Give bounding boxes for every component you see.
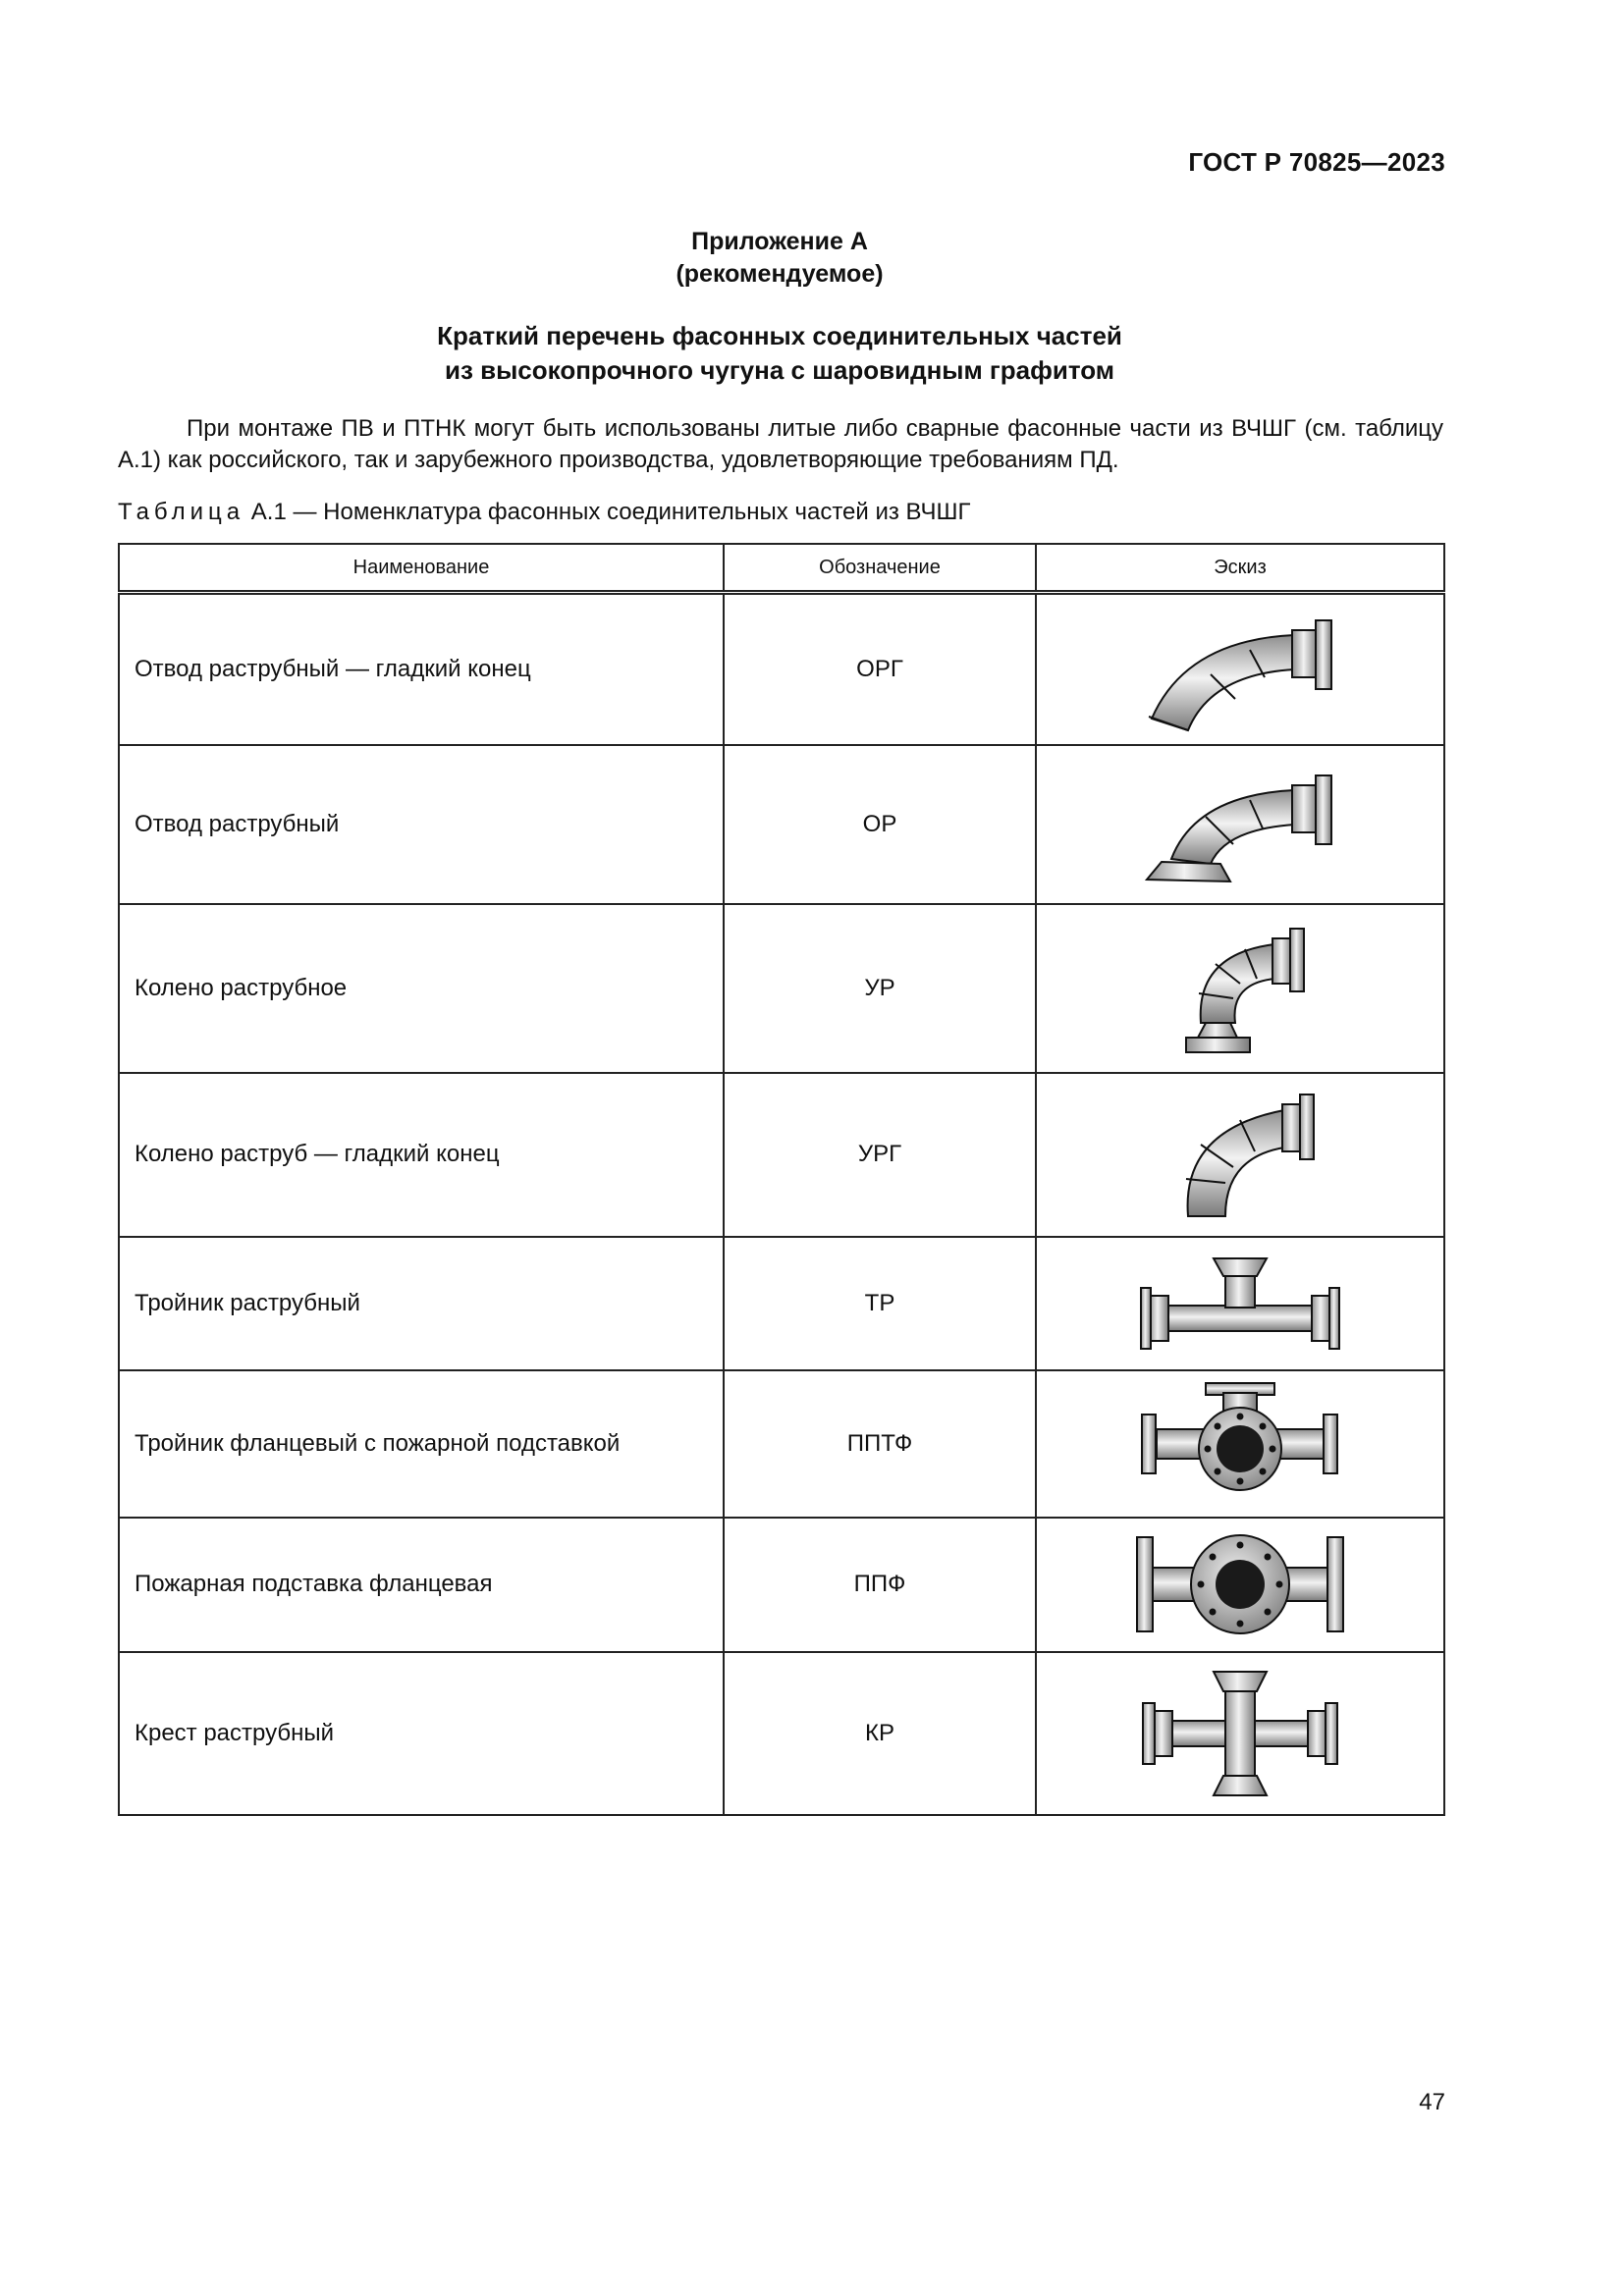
section-title-line-1: Краткий перечень фасонных соединительных частей [437, 321, 1122, 350]
elbow-socket-spigot-icon [1127, 1081, 1353, 1228]
table-row [119, 593, 1444, 745]
header-sketch: Эскиз [1036, 544, 1444, 593]
header-code: Обозначение [724, 544, 1036, 593]
flanged-tee-hydrant-icon [1127, 1375, 1353, 1513]
fitting-sketch [1036, 1073, 1444, 1237]
fittings-table [118, 543, 1445, 1816]
flanged-hydrant-stand-icon [1127, 1523, 1353, 1646]
fitting-sketch [1036, 745, 1444, 904]
fitting-name: Тройник фланцевый с пожарной подставкой [119, 1370, 724, 1518]
table-row [119, 1518, 1444, 1652]
fitting-name: Крест раструбный [119, 1652, 724, 1815]
fitting-code: УРГ [724, 1073, 1036, 1237]
fitting-code: ППФ [724, 1518, 1036, 1652]
fitting-code: ППТФ [724, 1370, 1036, 1518]
fitting-name: Тройник раструбный [119, 1237, 724, 1370]
fitting-sketch [1036, 904, 1444, 1073]
fitting-code: ОРГ [724, 593, 1036, 745]
table-row [119, 1652, 1444, 1815]
table-header-row [119, 544, 1444, 593]
table-row [119, 904, 1444, 1073]
document-code: ГОСТ Р 70825—2023 [1188, 147, 1445, 177]
fitting-name: Колено раструб — гладкий конец [119, 1073, 724, 1237]
section-title-line-2: из высокопрочного чугуна с шаровидным графитом [444, 355, 1115, 385]
table-row [119, 1073, 1444, 1237]
table-caption-label: Таблица [118, 499, 245, 525]
header-name: Наименование [119, 544, 724, 593]
fitting-name: Отвод раструбный — гладкий конец [119, 593, 724, 745]
fitting-sketch [1036, 1518, 1444, 1652]
table-caption-text: А.1 — Номенклатура фасонных соединительных частей из ВЧШГ [250, 499, 971, 525]
fitting-code: ОР [724, 745, 1036, 904]
fitting-sketch [1036, 1237, 1444, 1370]
fitting-sketch [1036, 1370, 1444, 1518]
fitting-code: УР [724, 904, 1036, 1073]
annex-heading [0, 226, 1559, 291]
table-caption [118, 499, 970, 526]
fitting-name: Отвод раструбный [119, 745, 724, 904]
bend-socket-icon [1127, 756, 1353, 893]
annex-status: (рекомендуемое) [676, 260, 884, 288]
table-row [119, 1237, 1444, 1370]
fitting-sketch [1036, 1652, 1444, 1815]
fitting-code: ТР [724, 1237, 1036, 1370]
cross-socket-icon [1127, 1660, 1353, 1807]
bend-socket-spigot-icon [1127, 601, 1353, 738]
table-row [119, 745, 1444, 904]
fitting-name: Колено раструбное [119, 904, 724, 1073]
elbow-socket-icon [1127, 915, 1353, 1062]
section-heading [0, 319, 1559, 388]
fitting-code: КР [724, 1652, 1036, 1815]
intro-text: При монтаже ПВ и ПТНК могут быть использованы литые либо сварные фасонные части из ВЧШГ (см. таблицу А.1) как российского, так и зарубежного производства, удовлетворяющие требованиям ПД. [118, 415, 1443, 473]
page-number: 47 [1419, 2089, 1445, 2115]
tee-socket-icon [1127, 1245, 1353, 1362]
intro-paragraph [118, 413, 1443, 476]
annex-title: Приложение А [691, 228, 868, 255]
table-row [119, 1370, 1444, 1518]
fitting-name: Пожарная подставка фланцевая [119, 1518, 724, 1652]
fitting-sketch [1036, 593, 1444, 745]
